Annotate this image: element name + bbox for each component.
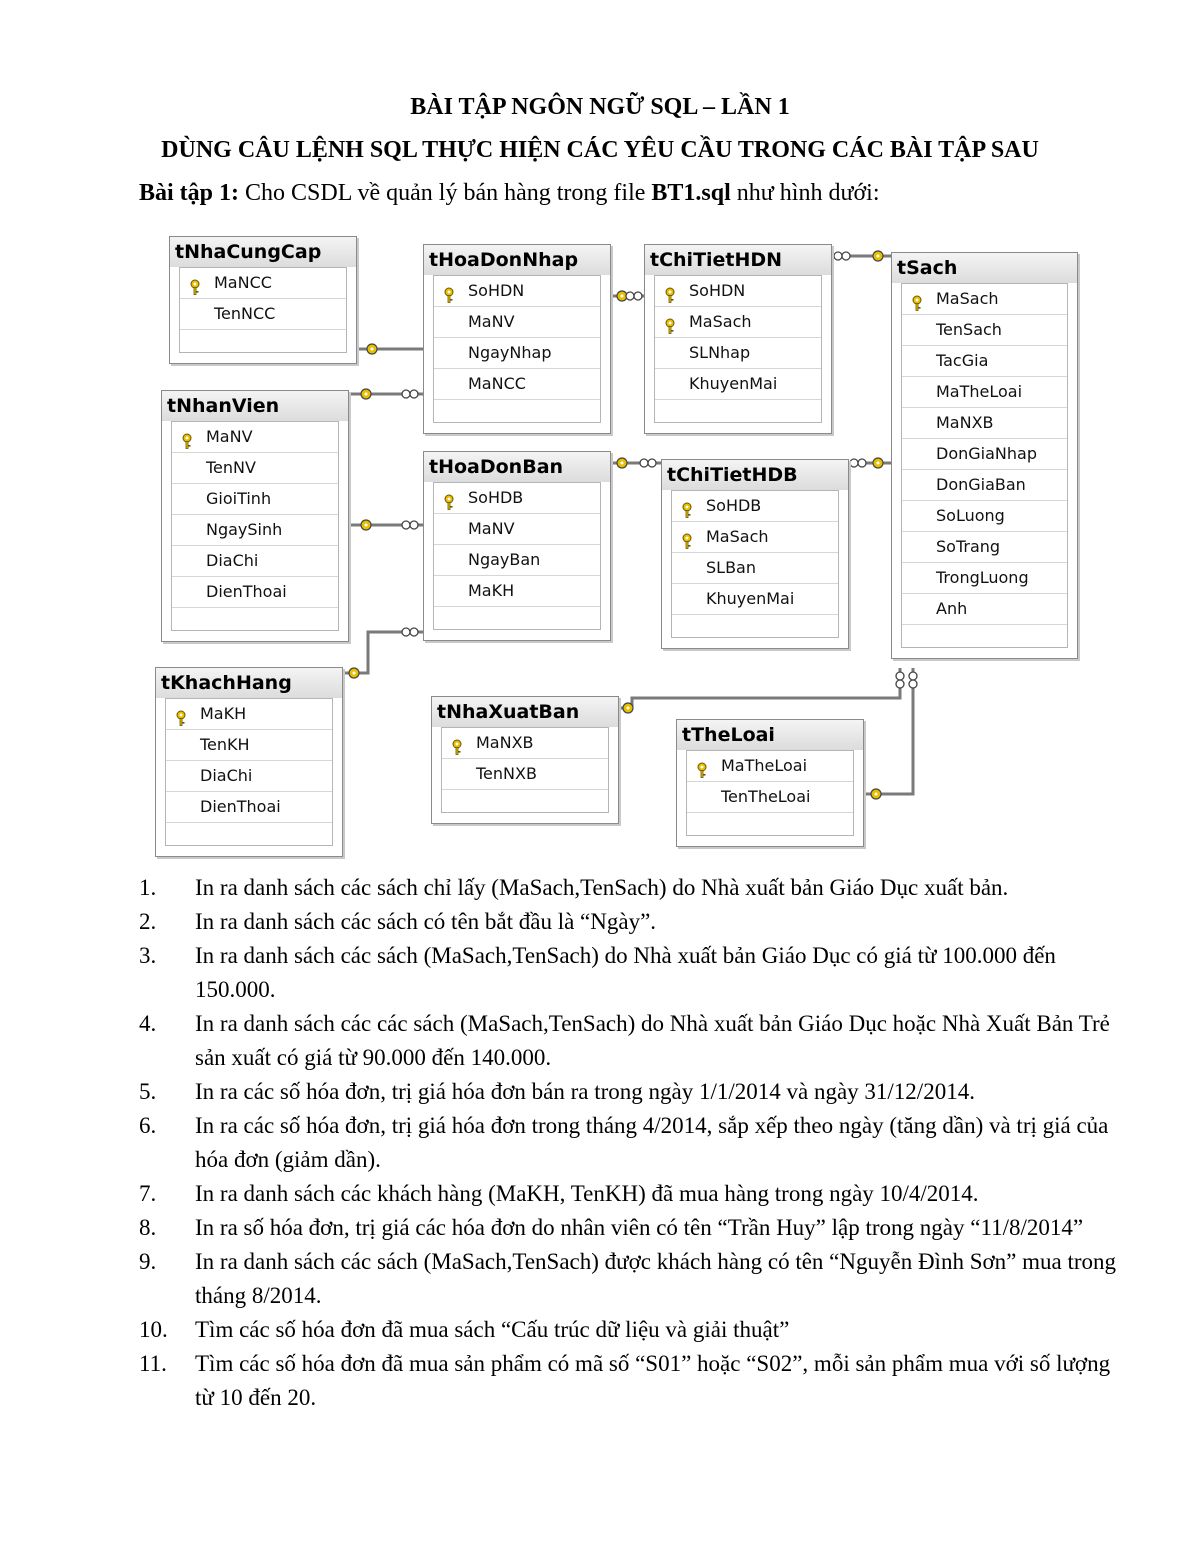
primary-key-icon bbox=[449, 735, 465, 751]
table-tNhaXuatBan[interactable] bbox=[431, 696, 619, 824]
column-name: MaNCC bbox=[468, 374, 526, 393]
many-end-icon bbox=[402, 390, 418, 398]
exercise-number: 8. bbox=[139, 1215, 157, 1240]
table-column[interactable] bbox=[902, 408, 1067, 439]
table-column[interactable] bbox=[172, 546, 338, 577]
table-title: tNhaCungCap bbox=[170, 237, 356, 267]
many-end-icon bbox=[909, 672, 917, 688]
exercise-text: Tìm các số hóa đơn đã mua sản phẩm có mã số “S01” hoặc “S02”, mỗi sản phẩm mua với số lượng từ 10 đến 20. bbox=[195, 1351, 1111, 1410]
table-column[interactable] bbox=[434, 307, 600, 338]
table-column[interactable] bbox=[434, 483, 600, 514]
many-end-icon bbox=[850, 459, 866, 467]
exercise-intro bbox=[139, 180, 880, 207]
many-end-icon bbox=[896, 672, 904, 688]
table-column[interactable] bbox=[902, 563, 1067, 594]
table-columns bbox=[901, 283, 1068, 648]
primary-key-icon bbox=[679, 529, 695, 545]
column-name: DonGiaNhap bbox=[936, 444, 1037, 463]
table-column[interactable] bbox=[655, 276, 821, 307]
one-end-icon bbox=[617, 458, 627, 468]
intro-text-end: như hình dưới: bbox=[730, 180, 880, 206]
column-name: DienThoai bbox=[206, 582, 287, 601]
column-name: TenNCC bbox=[214, 304, 276, 323]
table-tHoaDonNhap[interactable] bbox=[423, 244, 611, 434]
table-title: tNhanVien bbox=[162, 391, 348, 421]
table-tTheLoai[interactable] bbox=[676, 719, 864, 847]
table-column[interactable] bbox=[672, 491, 838, 522]
column-name: SoHDB bbox=[468, 488, 524, 507]
rel-nxb-sach bbox=[618, 668, 900, 708]
exercise-item bbox=[0, 1007, 1125, 1075]
table-column[interactable] bbox=[902, 346, 1067, 377]
column-name: MaNCC bbox=[214, 273, 272, 292]
table-column[interactable] bbox=[672, 522, 838, 553]
column-name: TenSach bbox=[936, 320, 1002, 339]
table-columns bbox=[433, 275, 601, 423]
column-name: TenTheLoai bbox=[721, 787, 811, 806]
exercise-item bbox=[0, 1313, 1125, 1347]
table-columns bbox=[654, 275, 822, 423]
table-title: tChiTietHDN bbox=[645, 245, 831, 275]
exercise-item bbox=[0, 1245, 1125, 1313]
table-columns bbox=[686, 750, 854, 836]
primary-key-icon bbox=[679, 498, 695, 514]
table-column[interactable] bbox=[172, 577, 338, 608]
many-end-icon bbox=[626, 292, 642, 300]
one-end-icon bbox=[617, 291, 627, 301]
table-column[interactable] bbox=[902, 377, 1067, 408]
primary-key-icon bbox=[694, 758, 710, 774]
table-title: tTheLoai bbox=[677, 720, 863, 750]
table-empty-row bbox=[672, 615, 838, 637]
table-column[interactable] bbox=[434, 338, 600, 369]
column-name: MaSach bbox=[689, 312, 752, 331]
primary-key-icon bbox=[187, 275, 203, 291]
exercise-item bbox=[0, 1109, 1125, 1177]
table-column[interactable] bbox=[434, 514, 600, 545]
one-end-icon bbox=[873, 251, 883, 261]
table-column[interactable] bbox=[902, 470, 1067, 501]
table-column[interactable] bbox=[902, 284, 1067, 315]
table-column[interactable] bbox=[902, 439, 1067, 470]
exercise-item bbox=[0, 1347, 1125, 1415]
table-column[interactable] bbox=[902, 532, 1067, 563]
exercise-item bbox=[0, 1211, 1125, 1245]
exercise-number: 5. bbox=[139, 1079, 157, 1104]
table-empty-row bbox=[655, 400, 821, 422]
many-end-icon bbox=[640, 459, 656, 467]
table-column[interactable] bbox=[434, 545, 600, 576]
table-tNhaCungCap[interactable] bbox=[169, 236, 357, 364]
table-empty-row bbox=[434, 400, 600, 422]
column-name: SLNhap bbox=[689, 343, 751, 362]
one-end-icon bbox=[873, 458, 883, 468]
exercise-item bbox=[0, 1177, 1125, 1211]
column-name: MaNV bbox=[468, 312, 515, 331]
table-column[interactable] bbox=[672, 584, 838, 615]
table-title: tChiTietHDB bbox=[662, 460, 848, 490]
table-columns bbox=[165, 698, 333, 846]
table-column[interactable] bbox=[655, 338, 821, 369]
exercise-item bbox=[0, 871, 1125, 905]
table-title: tHoaDonNhap bbox=[424, 245, 610, 275]
one-end-icon bbox=[623, 703, 633, 713]
exercise-number: 7. bbox=[139, 1181, 157, 1206]
table-empty-row bbox=[902, 625, 1067, 647]
table-title: tNhaXuatBan bbox=[432, 697, 618, 727]
column-name: SoHDN bbox=[689, 281, 746, 300]
exercise-text: In ra danh sách các sách (MaSach,TenSach) được khách hàng có tên “Nguyễn Đình Sơn” mua trong tháng 8/2014. bbox=[195, 1249, 1116, 1308]
table-column[interactable] bbox=[687, 782, 853, 813]
exercise-text: Tìm các số hóa đơn đã mua sách “Cấu trúc dữ liệu và giải thuật” bbox=[195, 1317, 790, 1342]
exercise-item bbox=[0, 939, 1125, 1007]
exercise-text: In ra số hóa đơn, trị giá các hóa đơn do nhân viên có tên “Trần Huy” lập trong ngày “11/8/2014” bbox=[195, 1215, 1084, 1240]
table-tHoaDonBan[interactable] bbox=[423, 451, 611, 641]
column-name: MaSach bbox=[936, 289, 999, 308]
table-column[interactable] bbox=[172, 484, 338, 515]
exercise-list bbox=[0, 871, 1200, 1415]
many-end-icon bbox=[402, 521, 418, 529]
one-end-icon bbox=[361, 520, 371, 530]
exercise-text: In ra danh sách các sách chỉ lấy (MaSach,TenSach) do Nhà xuất bản Giáo Dục xuất bản. bbox=[195, 875, 1009, 900]
exercise-label: Bài tập 1: bbox=[139, 180, 240, 206]
table-tChiTietHDN[interactable] bbox=[644, 244, 832, 434]
column-name: MaNV bbox=[206, 427, 253, 446]
table-column[interactable] bbox=[180, 268, 346, 299]
column-name: TenKH bbox=[200, 735, 250, 754]
exercise-text: In ra danh sách các sách có tên bắt đầu là “Ngày”. bbox=[195, 909, 657, 934]
column-name: MaKH bbox=[468, 581, 515, 600]
table-column[interactable] bbox=[166, 699, 332, 730]
column-name: MaTheLoai bbox=[936, 382, 1023, 401]
table-title: tSach bbox=[892, 253, 1077, 283]
table-empty-row bbox=[434, 607, 600, 629]
column-name: TenNXB bbox=[476, 764, 537, 783]
table-tSach[interactable] bbox=[891, 252, 1078, 659]
table-column[interactable] bbox=[902, 315, 1067, 346]
exercise-number: 11. bbox=[139, 1351, 167, 1376]
exercise-number: 1. bbox=[139, 875, 157, 900]
column-name: DienThoai bbox=[200, 797, 281, 816]
column-name: MaTheLoai bbox=[721, 756, 808, 775]
primary-key-icon bbox=[173, 706, 189, 722]
column-name: TrongLuong bbox=[936, 568, 1029, 587]
rel-kh-hdb bbox=[343, 632, 423, 673]
table-tKhachHang[interactable] bbox=[155, 667, 343, 857]
exercise-text: In ra danh sách các các sách (MaSach,TenSach) do Nhà xuất bản Giáo Dục hoặc Nhà Xuất Bản Trẻ sản xuất có giá từ 90.000 đến 140.000. bbox=[195, 1011, 1110, 1070]
column-name: NgaySinh bbox=[206, 520, 283, 539]
table-title: tHoaDonBan bbox=[424, 452, 610, 482]
exercise-text: In ra danh sách các sách (MaSach,TenSach) do Nhà xuất bản Giáo Dục có giá từ 100.000 đến 150.000. bbox=[195, 943, 1056, 1002]
table-column[interactable] bbox=[672, 553, 838, 584]
page-subtitle: DÙNG CÂU LỆNH SQL THỰC HIỆN CÁC YÊU CẦU TRONG CÁC BÀI TẬP SAU bbox=[161, 137, 1039, 163]
table-column[interactable] bbox=[655, 307, 821, 338]
one-end-icon bbox=[367, 344, 377, 354]
column-name: TacGia bbox=[936, 351, 989, 370]
column-name: SoLuong bbox=[936, 506, 1005, 525]
column-name: MaNV bbox=[468, 519, 515, 538]
table-column[interactable] bbox=[655, 369, 821, 400]
primary-key-icon bbox=[909, 291, 925, 307]
column-name: SoTrang bbox=[936, 537, 1001, 556]
exercise-text: In ra các số hóa đơn, trị giá hóa đơn trong tháng 4/2014, sắp xếp theo ngày (tăng dần) và trị giá của hóa đơn (giảm dần). bbox=[195, 1113, 1109, 1172]
exercise-number: 10. bbox=[139, 1317, 168, 1342]
table-column[interactable] bbox=[902, 594, 1067, 625]
exercise-text: In ra danh sách các khách hàng (MaKH, TenKH) đã mua hàng trong ngày 10/4/2014. bbox=[195, 1181, 979, 1206]
intro-filename: BT1.sql bbox=[651, 180, 731, 206]
page-title: BÀI TẬP NGÔN NGỮ SQL – LẦN 1 bbox=[410, 94, 790, 120]
column-name: SoHDB bbox=[706, 496, 762, 515]
table-empty-row bbox=[687, 813, 853, 835]
table-column[interactable] bbox=[434, 576, 600, 607]
column-name: Anh bbox=[936, 599, 968, 618]
table-tNhanVien[interactable] bbox=[161, 390, 349, 642]
table-columns bbox=[179, 267, 347, 353]
column-name: TenNV bbox=[206, 458, 256, 477]
table-column[interactable] bbox=[902, 501, 1067, 532]
column-name: SoHDN bbox=[468, 281, 525, 300]
table-empty-row bbox=[180, 330, 346, 352]
column-name: MaNXB bbox=[476, 733, 534, 752]
table-column[interactable] bbox=[687, 751, 853, 782]
table-column[interactable] bbox=[166, 792, 332, 823]
one-end-icon bbox=[871, 789, 881, 799]
column-name: GioiTinh bbox=[206, 489, 272, 508]
table-column[interactable] bbox=[434, 276, 600, 307]
table-column[interactable] bbox=[166, 761, 332, 792]
exercise-item bbox=[0, 905, 1125, 939]
table-column[interactable] bbox=[172, 453, 338, 484]
table-column[interactable] bbox=[172, 515, 338, 546]
table-column[interactable] bbox=[180, 299, 346, 330]
table-columns bbox=[433, 482, 601, 630]
exercise-number: 9. bbox=[139, 1249, 157, 1274]
exercise-number: 4. bbox=[139, 1011, 157, 1036]
primary-key-icon bbox=[662, 283, 678, 299]
exercise-item bbox=[0, 1075, 1125, 1109]
table-column[interactable] bbox=[442, 728, 608, 759]
exercise-number: 6. bbox=[139, 1113, 157, 1138]
column-name: MaNXB bbox=[936, 413, 994, 432]
column-name: DonGiaBan bbox=[936, 475, 1026, 494]
primary-key-icon bbox=[441, 283, 457, 299]
exercise-number: 3. bbox=[139, 943, 157, 968]
column-name: KhuyenMai bbox=[706, 589, 795, 608]
column-name: NgayNhap bbox=[468, 343, 552, 362]
column-name: MaKH bbox=[200, 704, 247, 723]
many-end-icon bbox=[402, 628, 418, 636]
many-end-icon bbox=[834, 252, 850, 260]
table-title: tKhachHang bbox=[156, 668, 342, 698]
intro-text: Cho CSDL về quản lý bán hàng trong file bbox=[239, 180, 652, 206]
column-name: MaSach bbox=[706, 527, 769, 546]
table-column[interactable] bbox=[442, 759, 608, 790]
column-name: NgayBan bbox=[468, 550, 541, 569]
column-name: DiaChi bbox=[206, 551, 259, 570]
column-name: DiaChi bbox=[200, 766, 253, 785]
one-end-icon bbox=[349, 668, 359, 678]
exercise-text: In ra các số hóa đơn, trị giá hóa đơn bán ra trong ngày 1/1/2014 và ngày 31/12/2014. bbox=[195, 1079, 975, 1104]
table-empty-row bbox=[172, 608, 338, 630]
primary-key-icon bbox=[441, 490, 457, 506]
table-column[interactable] bbox=[172, 422, 338, 453]
column-name: KhuyenMai bbox=[689, 374, 778, 393]
one-end-icon bbox=[361, 389, 371, 399]
rel-tl-sach bbox=[862, 668, 913, 794]
primary-key-icon bbox=[662, 314, 678, 330]
table-columns bbox=[671, 490, 839, 638]
table-tChiTietHDB[interactable] bbox=[661, 459, 849, 649]
table-empty-row bbox=[166, 823, 332, 845]
table-columns bbox=[171, 421, 339, 631]
table-empty-row bbox=[442, 790, 608, 812]
primary-key-icon bbox=[179, 429, 195, 445]
table-columns bbox=[441, 727, 609, 813]
exercise-number: 2. bbox=[139, 909, 157, 934]
table-column[interactable] bbox=[166, 730, 332, 761]
column-name: SLBan bbox=[706, 558, 756, 577]
table-column[interactable] bbox=[434, 369, 600, 400]
